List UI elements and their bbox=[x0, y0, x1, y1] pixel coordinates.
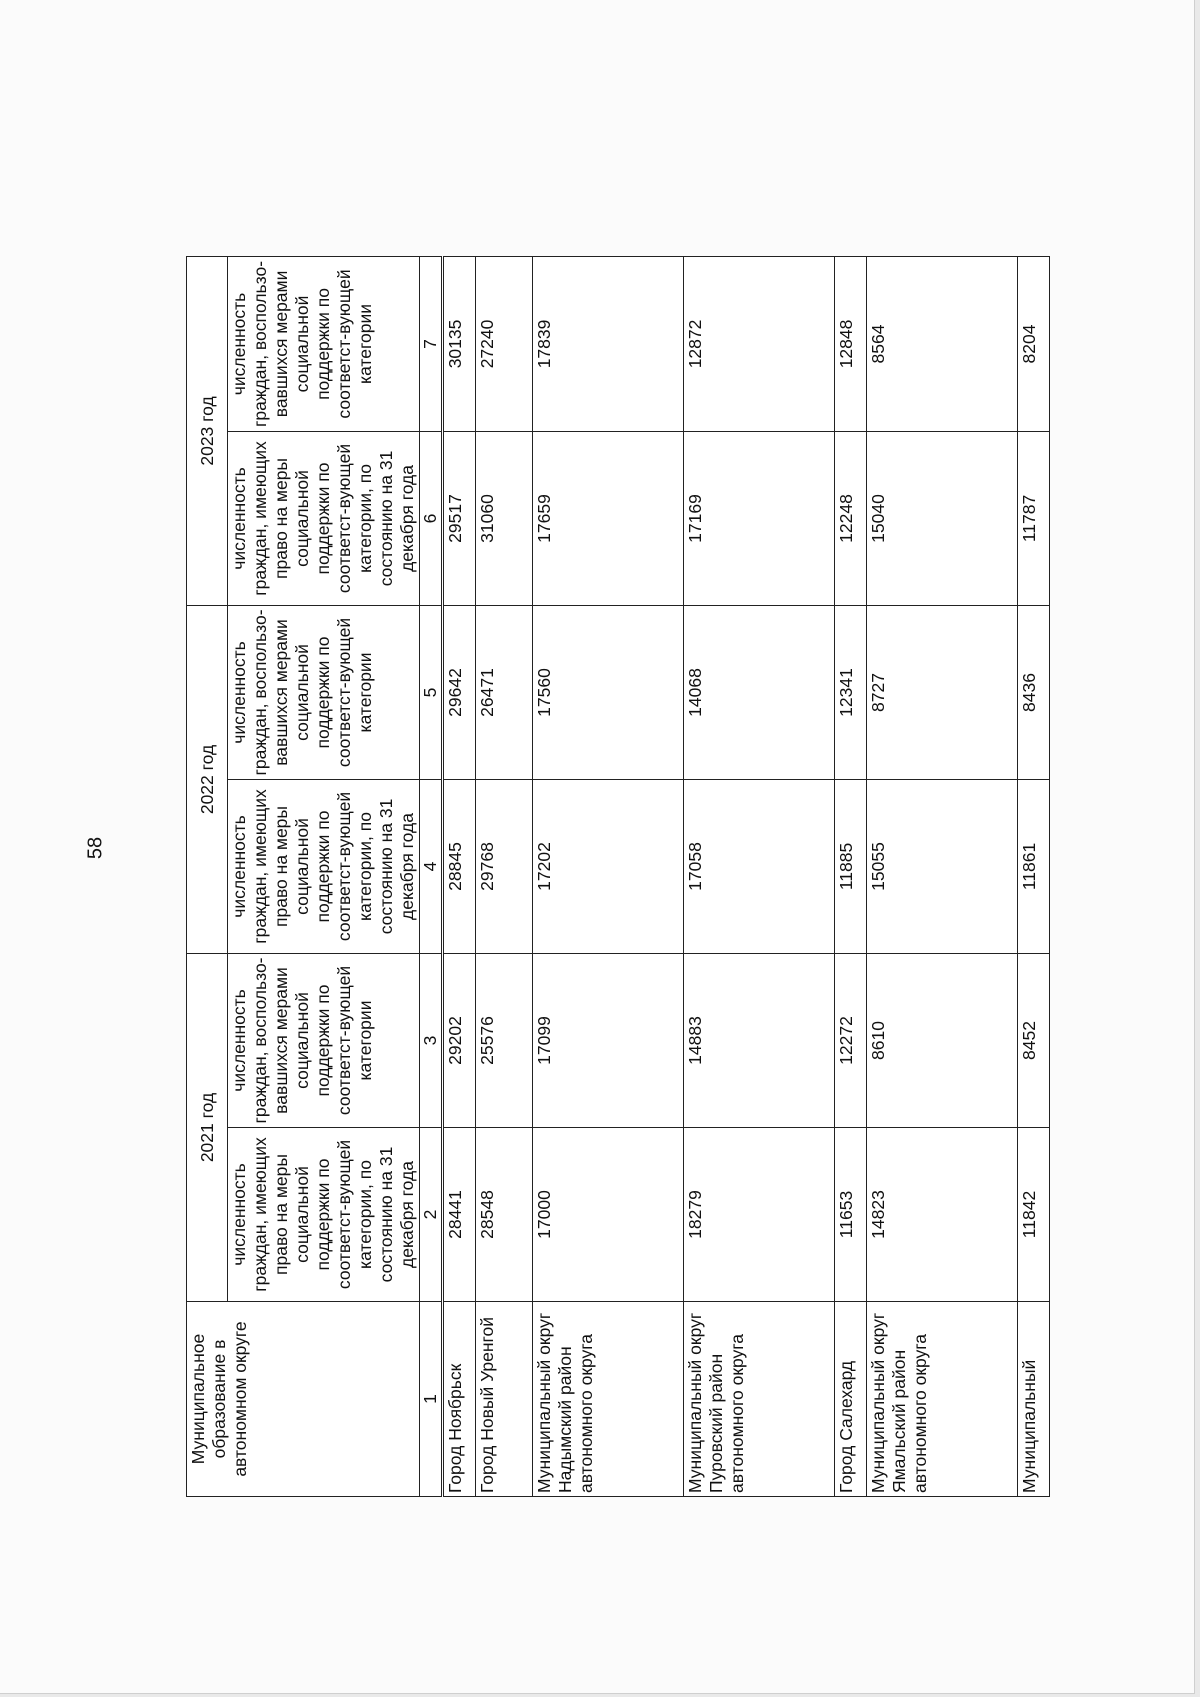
municipality-name: Город Ноябрьск bbox=[443, 1302, 476, 1497]
municipality-name: Город Новый Уренгой bbox=[476, 1302, 532, 1497]
table-row bbox=[443, 256, 476, 1496]
table-cell: 29642 bbox=[443, 605, 476, 779]
table-cell: 11885 bbox=[834, 779, 866, 953]
municipality-header: Муниципальное образование в автономном округе bbox=[187, 1302, 420, 1497]
table-cell: 28441 bbox=[443, 1128, 476, 1302]
page-number: 58 bbox=[84, 836, 107, 860]
municipality-name: Муниципальный округ Пуровский район автономного округа bbox=[683, 1302, 834, 1497]
table-row bbox=[532, 256, 683, 1496]
table-cell: 11787 bbox=[1017, 431, 1049, 605]
year-2021-header: 2021 год bbox=[187, 953, 228, 1301]
table-cell: 31060 bbox=[476, 431, 532, 605]
table-cell: 17169 bbox=[683, 431, 834, 605]
table-cell: 26471 bbox=[476, 605, 532, 779]
table-cell: 17839 bbox=[532, 256, 683, 431]
column-number: 3 bbox=[420, 953, 443, 1127]
column-number-row bbox=[420, 256, 443, 1496]
municipality-name: Муниципальный округ Надымский район автономного округа bbox=[532, 1302, 683, 1497]
table-cell: 17202 bbox=[532, 779, 683, 953]
table-cell: 25576 bbox=[476, 953, 532, 1127]
table-cell: 14068 bbox=[683, 605, 834, 779]
entitled-2022-header: численность граждан, имеющих право на меры социальной поддержки по соответст-вующей категории, по состоянию на 31 декабря года bbox=[228, 779, 420, 953]
table-cell: 8436 bbox=[1017, 605, 1049, 779]
table-row bbox=[683, 256, 834, 1496]
table-cell: 11842 bbox=[1017, 1128, 1049, 1302]
table-cell: 8204 bbox=[1017, 256, 1049, 431]
table-cell: 8452 bbox=[1017, 953, 1049, 1127]
table-cell: 29202 bbox=[443, 953, 476, 1127]
used-2022-header: численность граждан, воспользо-вавшихся мерами социальной поддержки по соответст-вующей категории bbox=[228, 605, 420, 779]
table-cell: 17000 bbox=[532, 1128, 683, 1302]
table-row bbox=[1017, 256, 1049, 1496]
year-2022-header: 2022 год bbox=[187, 605, 228, 953]
table-cell: 12848 bbox=[834, 256, 866, 431]
table-cell: 11653 bbox=[834, 1128, 866, 1302]
used-2023-header: численность граждан, воспользо-вавшихся мерами социальной поддержки по соответст-вующей категории bbox=[228, 256, 420, 431]
table-cell: 15055 bbox=[866, 779, 1017, 953]
table-cell: 14883 bbox=[683, 953, 834, 1127]
table-cell: 28845 bbox=[443, 779, 476, 953]
table-cell: 30135 bbox=[443, 256, 476, 431]
table-cell: 28548 bbox=[476, 1128, 532, 1302]
table-cell: 18279 bbox=[683, 1128, 834, 1302]
table-cell: 17058 bbox=[683, 779, 834, 953]
table-row bbox=[866, 256, 1017, 1496]
year-header-row bbox=[187, 256, 228, 1496]
rotated-table-container bbox=[186, 257, 1050, 1497]
column-number: 6 bbox=[420, 431, 443, 605]
table-cell: 12272 bbox=[834, 953, 866, 1127]
table-cell: 15040 bbox=[866, 431, 1017, 605]
table-cell: 12341 bbox=[834, 605, 866, 779]
column-number: 4 bbox=[420, 779, 443, 953]
year-2023-header: 2023 год bbox=[187, 256, 228, 605]
table-cell: 8564 bbox=[866, 256, 1017, 431]
column-number: 1 bbox=[420, 1302, 443, 1497]
table-cell: 29768 bbox=[476, 779, 532, 953]
column-number: 5 bbox=[420, 605, 443, 779]
table-cell: 12872 bbox=[683, 256, 834, 431]
entitled-2023-header: численность граждан, имеющих право на меры социальной поддержки по соответст-вующей категории, по состоянию на 31 декабря года bbox=[228, 431, 420, 605]
column-number: 2 bbox=[420, 1128, 443, 1302]
used-2021-header: численность граждан, воспользо-вавшихся мерами социальной поддержки по соответст-вующей категории bbox=[228, 953, 420, 1127]
table-cell: 27240 bbox=[476, 256, 532, 431]
entitled-2021-header: численность граждан, имеющих право на меры социальной поддержки по соответст-вующей категории, по состоянию на 31 декабря года bbox=[228, 1128, 420, 1302]
table-cell: 17659 bbox=[532, 431, 683, 605]
table-cell: 8727 bbox=[866, 605, 1017, 779]
municipality-name: Муниципальный bbox=[1017, 1302, 1049, 1497]
table-cell: 17099 bbox=[532, 953, 683, 1127]
column-number: 7 bbox=[420, 256, 443, 431]
municipality-name: Город Салехард bbox=[834, 1302, 866, 1497]
table-row bbox=[476, 256, 532, 1496]
table-cell: 8610 bbox=[866, 953, 1017, 1127]
table-cell: 29517 bbox=[443, 431, 476, 605]
table-cell: 12248 bbox=[834, 431, 866, 605]
social-support-table bbox=[186, 256, 1050, 1497]
table-cell: 17560 bbox=[532, 605, 683, 779]
table-row bbox=[834, 256, 866, 1496]
table-cell: 11861 bbox=[1017, 779, 1049, 953]
municipality-name: Муниципальный округ Ямальский район автономного округа bbox=[866, 1302, 1017, 1497]
table-cell: 14823 bbox=[866, 1128, 1017, 1302]
